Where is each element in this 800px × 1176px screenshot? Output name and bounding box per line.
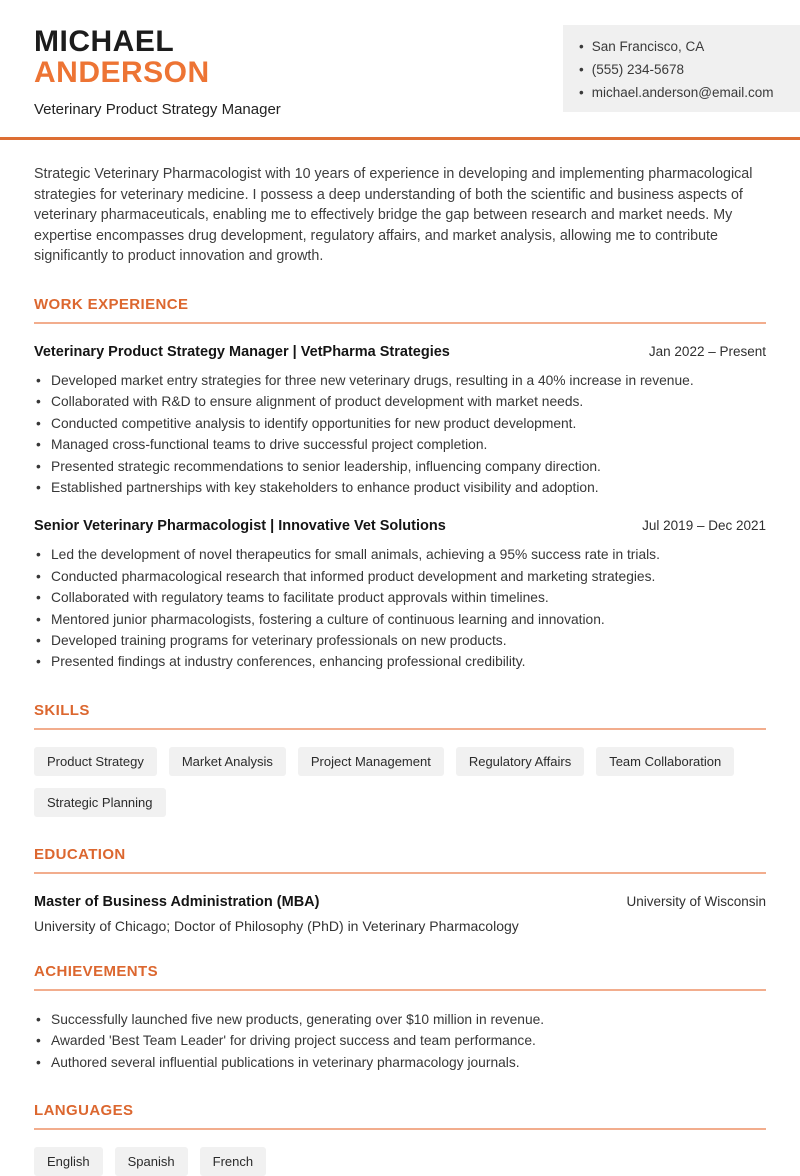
- language-chip: Spanish: [115, 1147, 188, 1176]
- skill-chip: Regulatory Affairs: [456, 747, 584, 776]
- achievement-bullet: • Awarded 'Best Team Leader' for driving project success and team performance.: [34, 1030, 766, 1051]
- achievement-bullet: • Successfully launched five new products, generating over $10 million in revenue.: [34, 1009, 766, 1030]
- contact-box: [563, 25, 800, 112]
- skill-chip: Market Analysis: [169, 747, 286, 776]
- languages-heading: LANGUAGES: [34, 1102, 766, 1130]
- last-name: ANDERSON: [34, 56, 210, 89]
- job-dates: Jul 2019 – Dec 2021: [642, 518, 766, 534]
- job-bullet: • Managed cross-functional teams to drive successful project completion.: [34, 434, 766, 455]
- job-bullet-list: [34, 370, 766, 498]
- language-chip: French: [200, 1147, 266, 1176]
- achievements-list: [34, 1009, 766, 1073]
- job-header: [34, 344, 766, 360]
- job-bullet: • Established partnerships with key stakeholders to enhance product visibility and adoption.: [34, 477, 766, 498]
- job-header: [34, 518, 766, 534]
- job-bullet: • Collaborated with R&D to ensure alignment of product development with market needs.: [34, 391, 766, 412]
- resume-header: [0, 0, 800, 140]
- skill-chip: Product Strategy: [34, 747, 157, 776]
- job-bullet: • Developed market entry strategies for three new veterinary drugs, resulting in a 40% increase in revenue.: [34, 370, 766, 391]
- job-bullet: • Collaborated with regulatory teams to facilitate product approvals within timelines.: [34, 587, 766, 608]
- section-work-experience: [34, 296, 766, 673]
- skills-chip-row: [34, 747, 766, 817]
- job-bullet: • Led the development of novel therapeutics for small animals, achieving a 95% success rate in trials.: [34, 544, 766, 565]
- contact-phone: • (555) 234-5678: [579, 58, 790, 81]
- contact-email: • michael.anderson@email.com: [579, 81, 790, 104]
- job-bullet: • Presented strategic recommendations to senior leadership, influencing company direction.: [34, 456, 766, 477]
- work-experience-heading: WORK EXPERIENCE: [34, 296, 766, 324]
- skill-chip: Strategic Planning: [34, 788, 166, 817]
- section-skills: [34, 702, 766, 817]
- job-bullet: • Mentored junior pharmacologists, fostering a culture of continuous learning and innovation.: [34, 609, 766, 630]
- job-bullet: • Conducted pharmacological research that informed product development and marketing strategies.: [34, 566, 766, 587]
- job-bullet: • Developed training programs for veterinary professionals on new products.: [34, 630, 766, 651]
- section-education: [34, 846, 766, 934]
- resume-content: [0, 164, 800, 1176]
- education-row: [34, 894, 766, 910]
- job-dates: Jan 2022 – Present: [648, 343, 766, 359]
- job-title: Veterinary Product Strategy Manager | VetPharma Strategies: [34, 343, 450, 360]
- language-chip: English: [34, 1147, 103, 1176]
- achievements-heading: ACHIEVEMENTS: [34, 963, 766, 991]
- section-achievements: [34, 963, 766, 1073]
- education-detail: University of Chicago; Doctor of Philosophy (PhD) in Veterinary Pharmacology: [34, 917, 519, 934]
- languages-chip-row: [34, 1147, 766, 1176]
- section-languages: [34, 1102, 766, 1176]
- job-title: Senior Veterinary Pharmacologist | Innovative Vet Solutions: [34, 518, 446, 535]
- skills-heading: SKILLS: [34, 702, 766, 730]
- job-entry: [34, 344, 766, 498]
- job-bullet-list: [34, 544, 766, 672]
- education-institution: University of Wisconsin: [626, 893, 766, 909]
- job-entry: [34, 518, 766, 672]
- achievement-bullet: • Authored several influential publications in veterinary pharmacology journals.: [34, 1052, 766, 1073]
- header-divider: [0, 137, 800, 140]
- contact-location: • San Francisco, CA: [579, 35, 790, 58]
- job-bullet: • Conducted competitive analysis to identify opportunities for new product development.: [34, 413, 766, 434]
- job-bullet: • Presented findings at industry conferences, enhancing professional credibility.: [34, 651, 766, 672]
- education-heading: EDUCATION: [34, 846, 766, 874]
- education-degree: Master of Business Administration (MBA): [34, 893, 320, 910]
- summary-text: Strategic Veterinary Pharmacologist with 10 years of experience in developing and implementing pharmacological strategies for veterinary medicine. I possess a deep understanding of both the scientific and business aspects of veterinary pharmaceuticals, enabling me to effectively bridge the gap between research and market needs. My expertise encompasses drug development, regulatory affairs, and market analysis, allowing me to contribute significantly to product innovation and growth.: [34, 166, 753, 265]
- skill-chip: Team Collaboration: [596, 747, 734, 776]
- skill-chip: Project Management: [298, 747, 444, 776]
- first-name: MICHAEL: [34, 25, 175, 58]
- candidate-job-title: Veterinary Product Strategy Manager: [34, 101, 281, 118]
